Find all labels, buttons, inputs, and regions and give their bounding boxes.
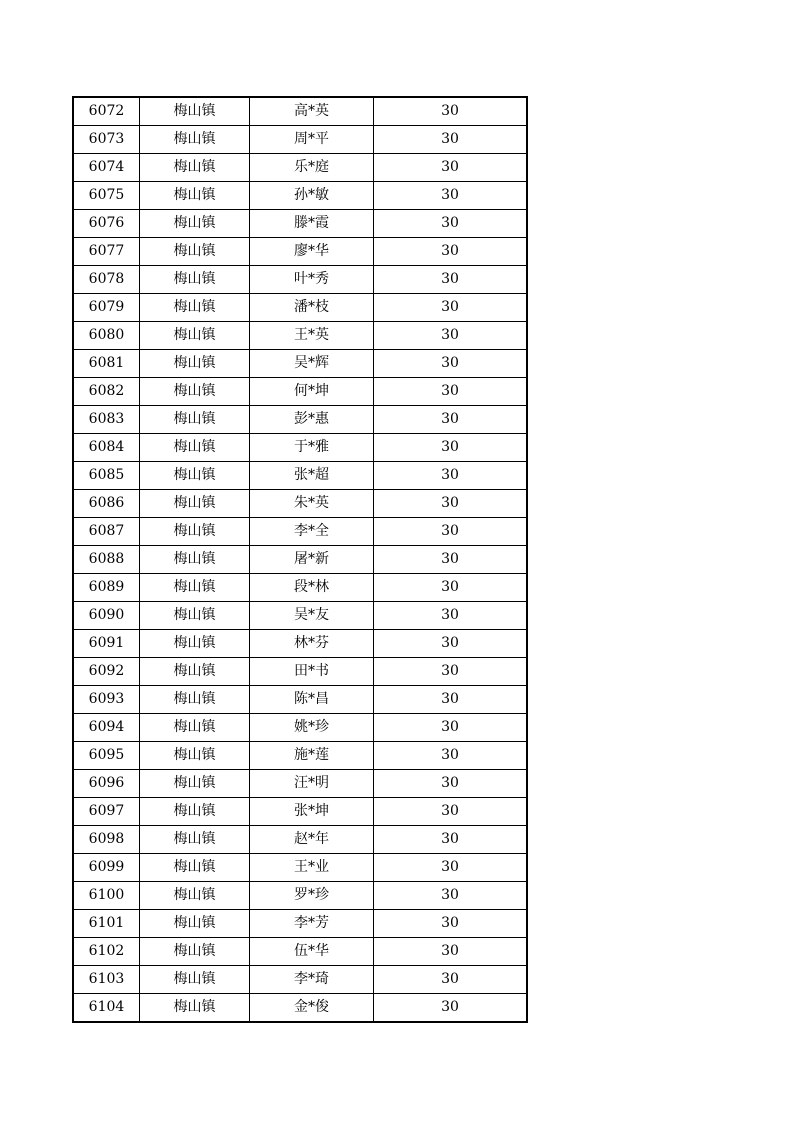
table-row	[73, 182, 527, 210]
table-row	[73, 770, 527, 798]
table-row	[73, 714, 527, 742]
cell-town: 梅山镇	[140, 658, 250, 686]
cell-id: 6078	[73, 266, 140, 294]
cell-id: 6076	[73, 210, 140, 238]
cell-town: 梅山镇	[140, 126, 250, 154]
cell-name: 李*全	[250, 518, 374, 546]
table-row	[73, 266, 527, 294]
cell-amount: 30	[374, 294, 528, 322]
table-row	[73, 742, 527, 770]
cell-town: 梅山镇	[140, 462, 250, 490]
cell-amount: 30	[374, 574, 528, 602]
cell-amount: 30	[374, 994, 528, 1023]
table-row	[73, 686, 527, 714]
cell-town: 梅山镇	[140, 910, 250, 938]
cell-town: 梅山镇	[140, 602, 250, 630]
cell-amount: 30	[374, 322, 528, 350]
cell-amount: 30	[374, 686, 528, 714]
table-row	[73, 910, 527, 938]
cell-name: 叶*秀	[250, 266, 374, 294]
cell-id: 6083	[73, 406, 140, 434]
cell-town: 梅山镇	[140, 182, 250, 210]
cell-town: 梅山镇	[140, 546, 250, 574]
cell-id: 6077	[73, 238, 140, 266]
cell-name: 张*超	[250, 462, 374, 490]
cell-name: 廖*华	[250, 238, 374, 266]
cell-town: 梅山镇	[140, 826, 250, 854]
cell-id: 6104	[73, 994, 140, 1023]
table-row	[73, 238, 527, 266]
cell-name: 潘*枝	[250, 294, 374, 322]
table-row	[73, 97, 527, 126]
cell-town: 梅山镇	[140, 434, 250, 462]
cell-id: 6102	[73, 938, 140, 966]
table-row	[73, 210, 527, 238]
cell-id: 6072	[73, 97, 140, 126]
cell-amount: 30	[374, 378, 528, 406]
cell-name: 王*业	[250, 854, 374, 882]
cell-name: 周*平	[250, 126, 374, 154]
cell-id: 6087	[73, 518, 140, 546]
cell-name: 赵*年	[250, 826, 374, 854]
cell-town: 梅山镇	[140, 630, 250, 658]
cell-amount: 30	[374, 770, 528, 798]
cell-amount: 30	[374, 406, 528, 434]
cell-amount: 30	[374, 602, 528, 630]
cell-id: 6096	[73, 770, 140, 798]
cell-name: 伍*华	[250, 938, 374, 966]
table-row	[73, 154, 527, 182]
table-row	[73, 126, 527, 154]
table-row	[73, 882, 527, 910]
cell-town: 梅山镇	[140, 714, 250, 742]
table-row	[73, 630, 527, 658]
table-row	[73, 462, 527, 490]
cell-name: 彭*惠	[250, 406, 374, 434]
cell-id: 6073	[73, 126, 140, 154]
cell-name: 王*英	[250, 322, 374, 350]
table-row	[73, 434, 527, 462]
cell-name: 汪*明	[250, 770, 374, 798]
cell-id: 6080	[73, 322, 140, 350]
cell-name: 张*坤	[250, 798, 374, 826]
table-row	[73, 798, 527, 826]
cell-amount: 30	[374, 798, 528, 826]
cell-town: 梅山镇	[140, 938, 250, 966]
cell-name: 罗*珍	[250, 882, 374, 910]
cell-name: 孙*敏	[250, 182, 374, 210]
cell-amount: 30	[374, 490, 528, 518]
cell-amount: 30	[374, 266, 528, 294]
cell-amount: 30	[374, 238, 528, 266]
cell-amount: 30	[374, 966, 528, 994]
table-row	[73, 378, 527, 406]
cell-id: 6094	[73, 714, 140, 742]
cell-amount: 30	[374, 546, 528, 574]
cell-amount: 30	[374, 742, 528, 770]
table-row	[73, 826, 527, 854]
cell-name: 林*芬	[250, 630, 374, 658]
cell-id: 6101	[73, 910, 140, 938]
cell-town: 梅山镇	[140, 210, 250, 238]
cell-amount: 30	[374, 826, 528, 854]
cell-id: 6085	[73, 462, 140, 490]
cell-town: 梅山镇	[140, 294, 250, 322]
data-table	[72, 96, 528, 1023]
cell-amount: 30	[374, 462, 528, 490]
cell-town: 梅山镇	[140, 994, 250, 1023]
table-row	[73, 574, 527, 602]
cell-name: 吴*辉	[250, 350, 374, 378]
table-row	[73, 994, 527, 1023]
cell-name: 施*莲	[250, 742, 374, 770]
cell-amount: 30	[374, 350, 528, 378]
cell-id: 6097	[73, 798, 140, 826]
cell-id: 6090	[73, 602, 140, 630]
cell-name: 朱*英	[250, 490, 374, 518]
cell-amount: 30	[374, 910, 528, 938]
table-row	[73, 602, 527, 630]
cell-id: 6084	[73, 434, 140, 462]
cell-name: 乐*庭	[250, 154, 374, 182]
cell-town: 梅山镇	[140, 322, 250, 350]
cell-id: 6075	[73, 182, 140, 210]
cell-town: 梅山镇	[140, 406, 250, 434]
cell-id: 6093	[73, 686, 140, 714]
cell-amount: 30	[374, 97, 528, 126]
table-row	[73, 294, 527, 322]
cell-amount: 30	[374, 518, 528, 546]
cell-id: 6103	[73, 966, 140, 994]
cell-name: 李*琦	[250, 966, 374, 994]
table-row	[73, 518, 527, 546]
table-row	[73, 406, 527, 434]
cell-town: 梅山镇	[140, 238, 250, 266]
table-row	[73, 854, 527, 882]
cell-id: 6099	[73, 854, 140, 882]
cell-id: 6089	[73, 574, 140, 602]
cell-id: 6095	[73, 742, 140, 770]
cell-name: 吴*友	[250, 602, 374, 630]
cell-town: 梅山镇	[140, 574, 250, 602]
table-row	[73, 546, 527, 574]
cell-amount: 30	[374, 854, 528, 882]
cell-name: 李*芳	[250, 910, 374, 938]
table-row	[73, 350, 527, 378]
cell-town: 梅山镇	[140, 97, 250, 126]
cell-amount: 30	[374, 938, 528, 966]
table-row	[73, 490, 527, 518]
cell-town: 梅山镇	[140, 378, 250, 406]
cell-town: 梅山镇	[140, 966, 250, 994]
cell-town: 梅山镇	[140, 266, 250, 294]
cell-town: 梅山镇	[140, 350, 250, 378]
cell-amount: 30	[374, 630, 528, 658]
cell-town: 梅山镇	[140, 770, 250, 798]
cell-name: 金*俊	[250, 994, 374, 1023]
cell-amount: 30	[374, 126, 528, 154]
cell-id: 6082	[73, 378, 140, 406]
cell-amount: 30	[374, 434, 528, 462]
cell-id: 6098	[73, 826, 140, 854]
cell-town: 梅山镇	[140, 742, 250, 770]
cell-name: 何*坤	[250, 378, 374, 406]
cell-id: 6091	[73, 630, 140, 658]
cell-name: 段*林	[250, 574, 374, 602]
cell-town: 梅山镇	[140, 882, 250, 910]
cell-name: 陈*昌	[250, 686, 374, 714]
cell-id: 6088	[73, 546, 140, 574]
cell-id: 6086	[73, 490, 140, 518]
cell-town: 梅山镇	[140, 518, 250, 546]
table-row	[73, 938, 527, 966]
cell-town: 梅山镇	[140, 686, 250, 714]
cell-amount: 30	[374, 154, 528, 182]
cell-name: 姚*珍	[250, 714, 374, 742]
cell-id: 6100	[73, 882, 140, 910]
cell-name: 田*书	[250, 658, 374, 686]
table-row	[73, 322, 527, 350]
table-body	[73, 97, 527, 1022]
cell-amount: 30	[374, 182, 528, 210]
cell-name: 于*雅	[250, 434, 374, 462]
table-row	[73, 658, 527, 686]
cell-amount: 30	[374, 658, 528, 686]
cell-name: 屠*新	[250, 546, 374, 574]
cell-id: 6081	[73, 350, 140, 378]
cell-amount: 30	[374, 882, 528, 910]
cell-id: 6092	[73, 658, 140, 686]
cell-amount: 30	[374, 714, 528, 742]
table-row	[73, 966, 527, 994]
cell-town: 梅山镇	[140, 490, 250, 518]
cell-id: 6079	[73, 294, 140, 322]
cell-name: 滕*霞	[250, 210, 374, 238]
cell-id: 6074	[73, 154, 140, 182]
cell-town: 梅山镇	[140, 798, 250, 826]
cell-town: 梅山镇	[140, 854, 250, 882]
cell-town: 梅山镇	[140, 154, 250, 182]
cell-amount: 30	[374, 210, 528, 238]
cell-name: 高*英	[250, 97, 374, 126]
